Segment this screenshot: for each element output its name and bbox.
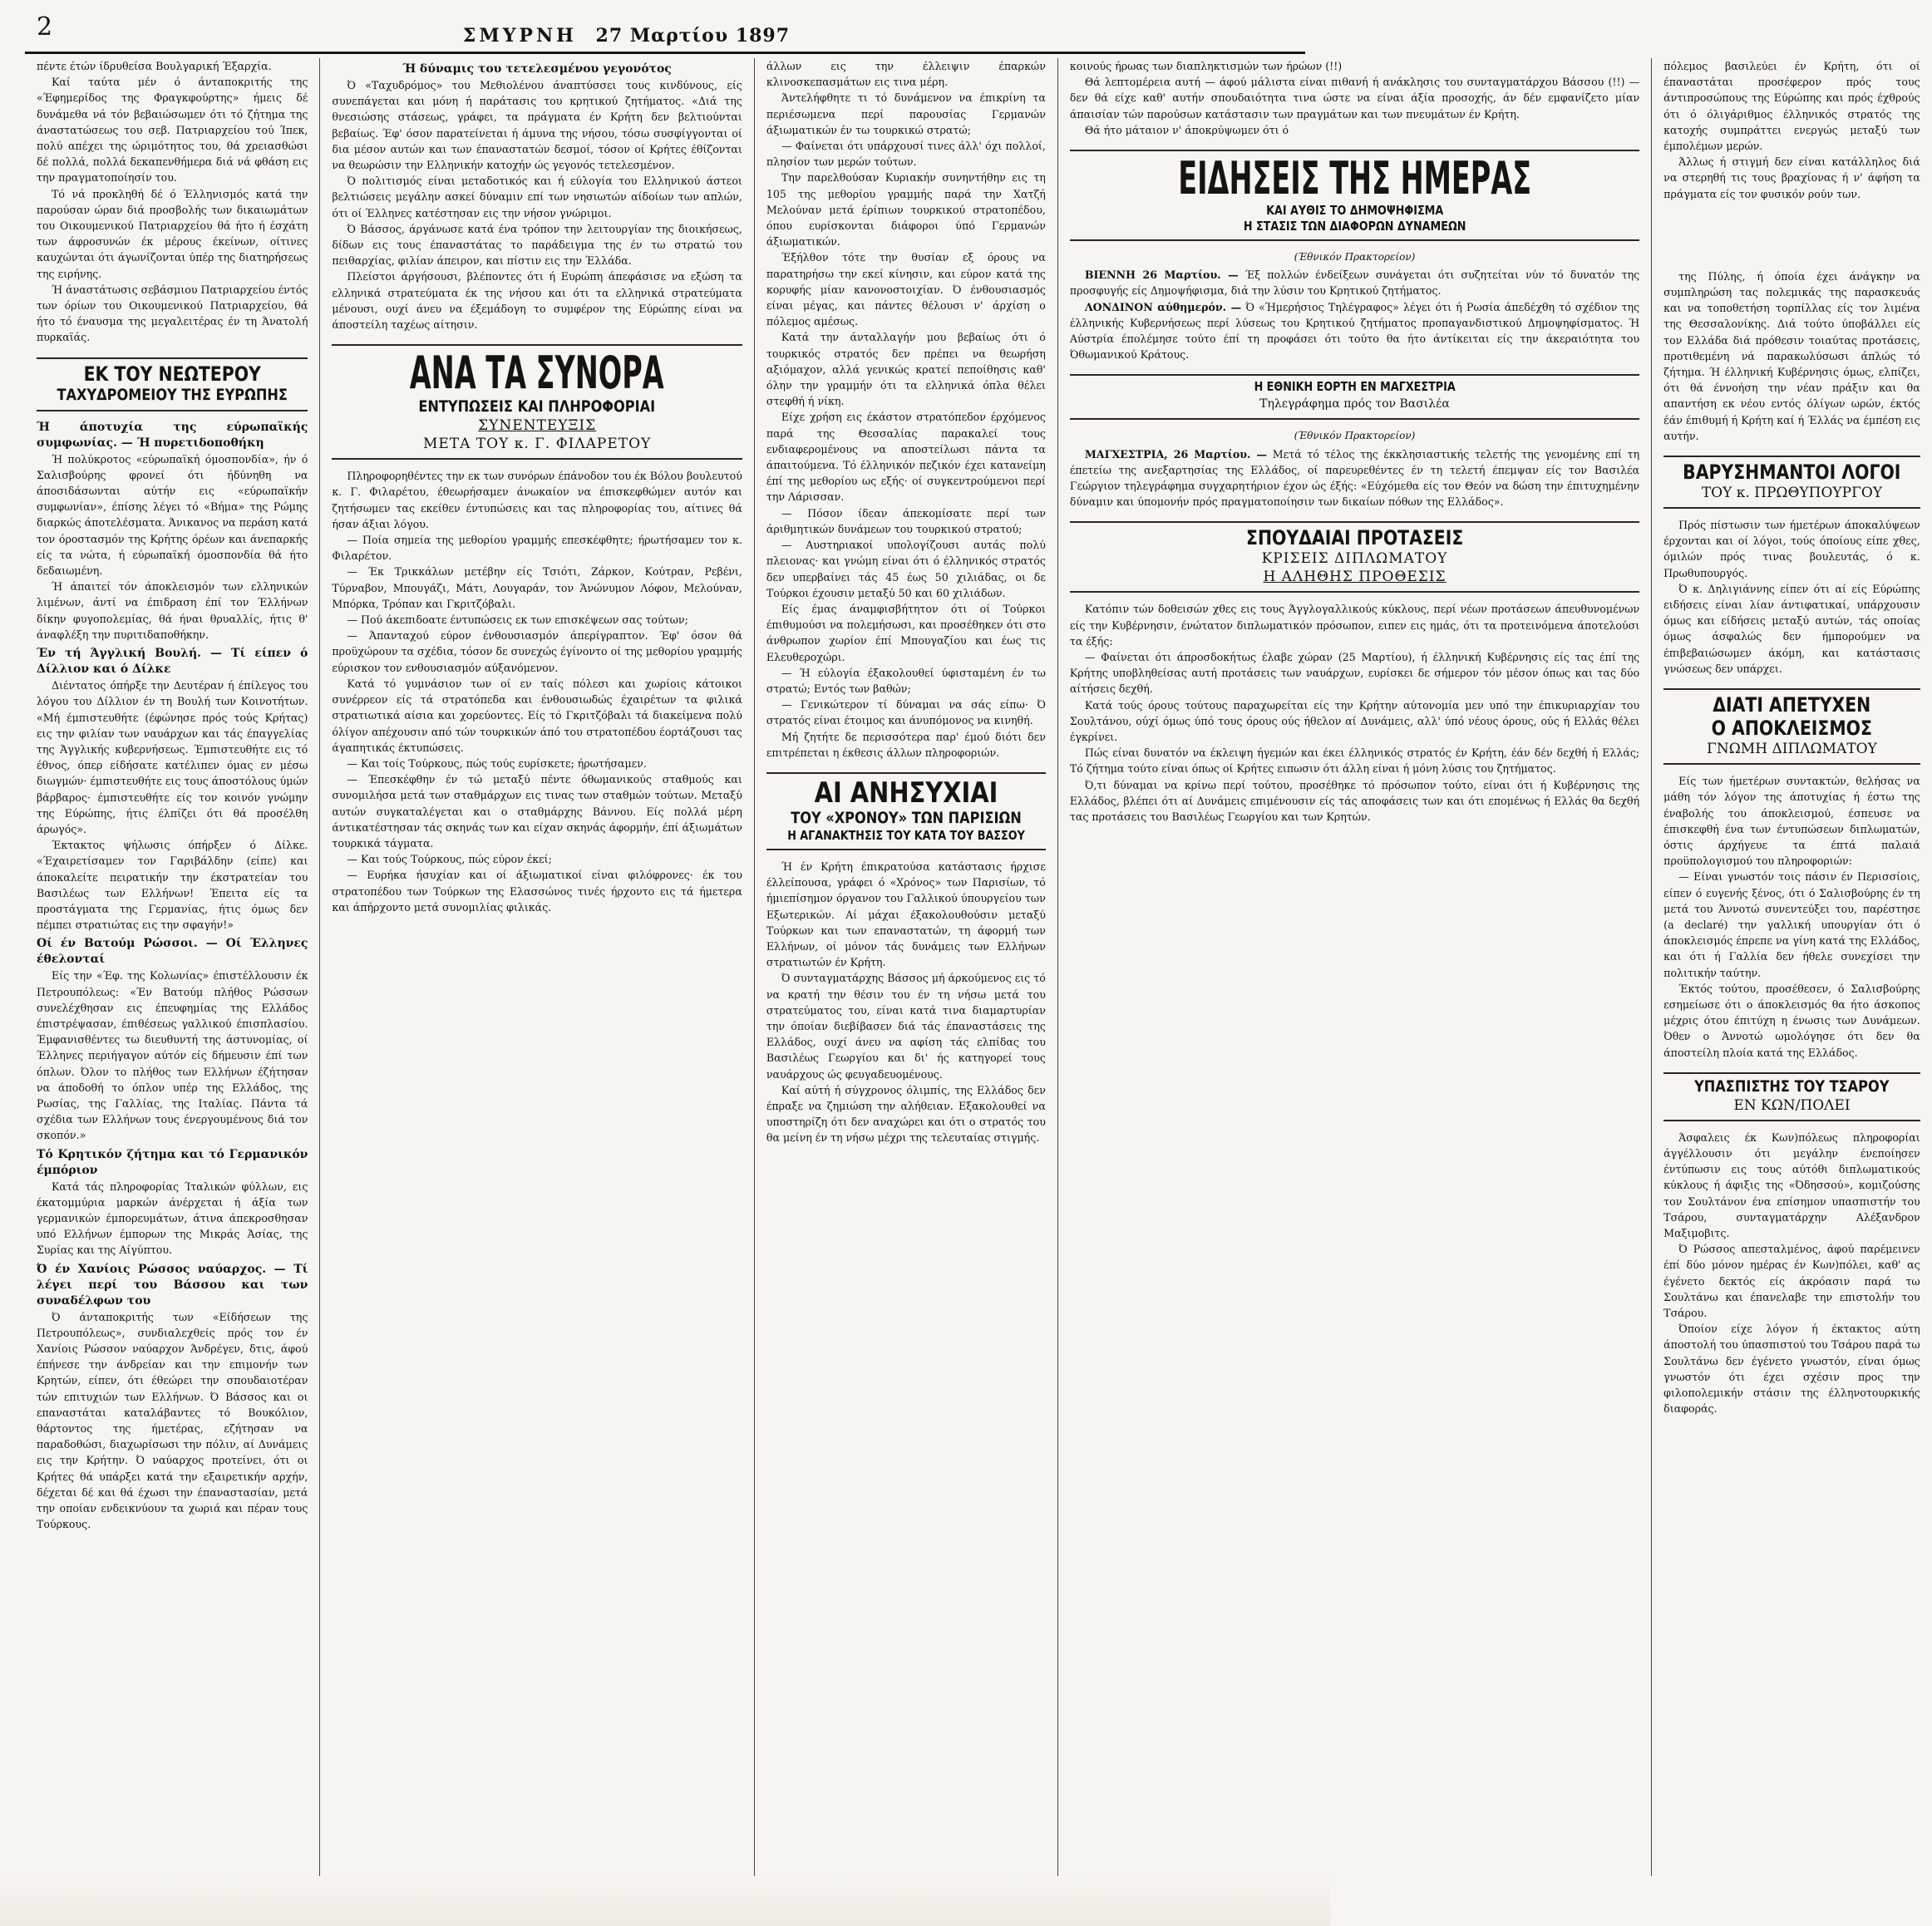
article-text: Έκτός τούτου, προσέθεσεν, ό Σαλισβούρης εσημείωσε ότι ο άποκλεισμός θα ήτο άσκοπος μέχρις ότου έπιτύχη η ένωσις των Δυνάμεων. Όθεν ο Άννοτώ ωμολόγησε ότι δεν θα άποστείλη πλοία κατά της Ελλάδος. bbox=[1663, 982, 1920, 1059]
interview-question: — Και τούς Τούρκους, πώς εύρον έκεί; bbox=[347, 853, 552, 866]
section-title: ΑΙ ΑΝΗΣΥΧΙΑΙ bbox=[814, 776, 998, 810]
interview-subtitle: ΜΕΤΑ ΤΟΥ κ. Γ. ΦΙΛΑΡΕΤΟΥ bbox=[422, 436, 652, 453]
article-text: Ό άνταποκριτής των «Είδήσεων της Πετρουπόλεως», συνδιαλεχθείς πρός τον έν Χανίοις Ρώσσον ναύαρχον Άνδρέγεν, δτις, άφού έπήνεσε την άνδρείαν και την επιμονήν των Κρητών, είπεν, ότι έθεώρει την σπουδαιοτέραν τών επιτυχιών των Ελλήνων. Ό Βάσσος και οι επαναστάται καταλάβαντες τό Βουκόλιον, θάρτοντος της ήμετέρας, εζήτησαν να παραδοθώσι, διαχωρίσωσι την πόλιν, αί Δυνάμεις εις την Κρήτην. Ό ναύαρχος προτείνει, ότι οι Κρήτες θά υπάρξει κατά την εξαιρετικήν αρχήν, δέχεται δέ και θά έχωσι την έπαναστασίαν, μετά την οποίαν ενδεικνύουν τα χωριά και πέραν τους Τούρκους. bbox=[37, 1310, 308, 1531]
section-subtitle: ΤΑΧΥΔΡΟΜΕΙΟΥ ΤΗΣ ΕΥΡΩΠΗΣ bbox=[57, 385, 288, 404]
article-text: Μή ζητήτε δε περισσότερα παρ' έμού διότι δεν επιτρέπεται η έκθεσις άλλων πληροφοριών. bbox=[766, 730, 1046, 759]
news-text: Έξ πολλών ένδείξεων συνάγεται ότι συζητείται νύν τό δυνατόν της προσφυγής είς Δημοψήφισμα, διά την λύσιν του Κρητικού ζητήματος. bbox=[1069, 268, 1640, 298]
article-text: — Γενικώτερον τί δύναμαι να σάς είπω· Ό στρατός είναι έτοιμος και άνυπόμονος να κινηθή. bbox=[766, 698, 1046, 727]
section-header bbox=[1663, 1072, 1920, 1121]
article-text: Διέντατος όπήρξε την Δευτέραν ή έπίλεγος του λόγου του Δίλλιον έν τη Βουλή των Κοινοτήτων. «Μή έμπιστευθήτε (έφώνησε πρός τούς Κρήτας) εις την φιλίαν των ναυάρχων και τάς έπαγγελίας της Άγγλικής κυβερνήσεως. Έμπιστευθήτε εις τό έθνος, όπερ είδήσατε κατέλιπεν όμας εν μέσω διωγμών· έμπιστευθήτε εις τους άποστόλους ύμών βάρβαρος· έμπιστευθήτε είς τον κοινόν γνώμην της Εύρώπης, ήτις έλπίζει ότι θά προσέλθη άρωγός». bbox=[37, 679, 308, 835]
section-subtitle: ΕΝΤΥΠΩΣΕΙΣ ΚΑΙ ΠΛΗΡΟΦΟΡΙΑΙ bbox=[418, 397, 656, 416]
article-text: — Φαίνεται ότι άπροσδοκήτως έλαβε χώραν (25 Μαρτίου), ή έλληνική Κυβέρνησις είς τας έπί της Κρήτης υποβληθείσας αυτή προτάσεις των ναυάρχων, ευρίσκει δε σήμερον τόν μέσον όπως και τας δύο αίτήσεις δεχθή. bbox=[1069, 651, 1640, 696]
article-text: Καί ταύτα μέν ό άνταποκριτής της «Έφημερίδος της Φραγκφούρτης» ήμεις δέ δυνάμεθα νά τόν βεβαιώσωμεν ότι τό ζήτημα της άναστατώσεως του σεβ. Πατριαρχείου τού Ίπεκ, πολύ απέχει της ώριμότητος του, θά χρειασθώσι δέ πολλά, πολλά δεκαπενθήμερα διά νά φθάση εις την πραγματοποίησίν του. bbox=[37, 76, 308, 185]
article-text: Είχε χρήση εις έκάστον στρατόπεδον έρχόμενος παρά της Θεσσαλίας παρακαλεί τους ενδιαφερομένους να αποστείλωσι πάντα τα άπαιτούμενα. Τό έλληνικόν πεζικόν έχει κατανείμη έπί της μεθορίου ως εξής· οί συγκεντρούμενοι περί την Λάρισσαν. bbox=[766, 411, 1046, 504]
article-text: Είς την «Έφ. της Κολωνίας» έπιστέλλουσιν έκ Πετρουπόλεως: «Έν Βατούμ πλήθος Ρώσσων συνελέχθησαν εις έπευφημίας της Ελλάδος έπιστρέψασαν, έπιθέσεως γαλλικού έπισπλασίου. Έμφανισθέντες τω διευθυντή της άστυνομίας, οί Έλληνες περιήγαγον αύτόν είς δήμευσιν έπί των όπλων. Όλον το πλήθος των Ελλήνων έζήτησαν να άποδοθή το όπλον υπέρ της Ελλάδος, της Ρωσίας, της Γαλλίας, της Ιταλίας. Πάντα τά σχέδια των Ελλήνων τους ένεργουμένους διά τον σκοπόν.» bbox=[37, 969, 308, 1142]
section-header bbox=[37, 357, 308, 411]
interview-question: — Ποία σημεία της μεθορίου γραμμής επεσκέφθητε; ήρωτήσαμεν τον κ. Φιλαρέτον. bbox=[332, 534, 742, 563]
issue-date: 27 Μαρτίου 1897 bbox=[595, 25, 790, 47]
article-text: Ή άναστάτωσις σεβάσμιου Πατριαρχείου έντός των όρίων του Οικουμενικού Πατριαρχείου, θά ήτο τό έναυσμα της μεγαλειτέρας έν τη Άνατολή πυρκαϊάς. bbox=[37, 283, 308, 344]
article-text: Πώς είναι δυνατόν να έκλειψη ήγεμών και έκει έλληνικός στρατός έν Κρήτη, έάν δέν δεχθή ή Ελλάς; Τό ζήτημα τούτο είναι όπως οί Κρήτες ειπωσιν ότι άλλη είναι ή μόνη λύσις του ζητήματος. bbox=[1069, 746, 1640, 776]
interview-answer: — Άπανταχού εύρον ένθουσιασμόν άπερίγραπτον. Έφ' όσον θά προϋχώρουν τα σχέδια, τόσον δε συνεχώς έγίνοντο οί της μεθορίου γραμμής εύρισκον τον ενθουσιασμόν αύξανόμενον. bbox=[332, 629, 742, 674]
section-title: ΥΠΑΣΠΙΣΤΗΣ ΤΟΥ ΤΣΑΡΟΥ bbox=[1694, 1076, 1890, 1096]
article-heading: Έν τή Άγγλική Βουλή. — Τί είπεν ό Δίλλιον και ό Δίλκε bbox=[37, 647, 308, 677]
article-text: πόλεμος βασιλεύει έν Κρήτη, ότι οί έπαναστάται προσέφερον πρός τους άντιπροσώπους της Εύρώπης και πρός έχθρούς ότι ό όλιγάριθμος έλληνικός στρατός της κατοχής συμπράττει ενεργώς μεταξύ των έμπολέμων μερών. bbox=[1663, 60, 1920, 153]
article-text: Ή έν Κρήτη έπικρατούσα κατάστασις ήρχισε έλλείπουσα, γράφει ό «Χρόνος» των Παρισίων, τό ήμιεπίσημον όργανον του Γαλλικού ύπουργείου των Εξωτερικών. Αί μάχαι έξακολουθούσιν μεταξύ Τούρκων και των επαναστατών, τη άφορμή των Ελλήνων, οί μόνον τάς δυνάμεις των Ελλήνων στρατιωτών έν Κρήτη. bbox=[766, 860, 1046, 969]
article-text: Θά ήτο μάταιον ν' άποκρύψωμεν ότι ό bbox=[1084, 123, 1289, 136]
article-text: Κατά τάς πληροφορίας Ίταλικών φύλλων, εις έκατομμύρια μαρκών άνέρχεται ή άξία των γερμανικών έμπορευμάτων, άτινα άπεκροσθησαν υπό Ελλήνων έμπορων της Μικράς Άσίας, της Συρίας και της Αίγύπτου. bbox=[37, 1180, 308, 1257]
article-text: — Είναι γνωστόν τοις πάσιν έν Περισσίοις, είπεν ό ευγενής ξένος, ότι ό Σαλισβούρης έν τη μετά του Άννοτώ συνεντεύξει του, παρέστησε (a declaré) την γαλλική υπουργίαν ότι ό άποκλεισμός έπρεπε να γίνη κατά της Ελλάδος, και ότι ή Γαλλία δεν ήθελε συνεχίσει την πολιτικήν ταύτην. bbox=[1663, 870, 1920, 979]
interview-question: — Και τοίς Τούρκους, πώς τούς ευρίσκετε; ήρωτήσαμεν. bbox=[347, 756, 647, 770]
section-header bbox=[1070, 150, 1639, 241]
article-text: Ή πολύκροτος «εύρωπαϊκή όμοσπονδία», ήν ό Σαλισβούρης φρονεί ότι ήδύνηθη να άποσιδάσωνται αύτήν εις «εύρωπαϊκήν συμφωνίαν», έπίσης λέγει τό «Βήμα» της Ρώμης διαρκώς άποτελέσματα. Άνικανος να περάση κατά τον όροστασμόν της Κρήτης όρέων και άνεπαρκής είς τα νώτα, ή εύρωπαϊκή όμοσπονδία θά ήτο δεδαιωμένη. bbox=[37, 452, 308, 578]
article-text: — Ή εύλογία έξακολουθεί ύφισταμένη έν τω στρατώ; Εντός των βαθών; bbox=[766, 666, 1046, 695]
news-place: ΒΙΕΝΝΗ 26 Μαρτίου. — bbox=[1084, 268, 1239, 282]
article-text: Όποίον είχε λόγον ή έκτακτος αύτη άποστολή του ύπασπιστού του Τσάρου παρά τω Σουλτάνω δεν έγένετο γνωστόν, είναι όμως γνωστόν ότι έχει σχέσιν προς την φιλοπολεμικήν στάσιν της έλληνοτουρκικής διαφοράς. bbox=[1663, 1323, 1920, 1416]
section-subtitle: Η ΣΤΑΣΙΣ ΤΩΝ ΔΙΑΦΟΡΩΝ ΔΥΝΑΜΕΩΝ bbox=[1243, 219, 1466, 234]
section-subtitle: ΤΟΥ κ. ΠΡΩΘΥΠΟΥΡΓΟΥ bbox=[1701, 485, 1883, 502]
section-header bbox=[1070, 374, 1639, 420]
article-text: Είς των ήμετέρων συντακτών, θελήσας να μάθη τόν λόγον της άποτυχίας ή έστω της έναβολής του άποκλεισμού, έσπευσε να έπισκεφθή ένα των έντυπώσεων διπλωματών, όστις άρχήγευε τα έπτά παλαιά προϋπολογισμού του πληροφοριών: bbox=[1663, 775, 1920, 868]
interview-answer: — Έκ Τρικκάλων μετέβην είς Τσιότι, Ζάρκον, Κούτραν, Ρεβένι, Τύρναβον, Μπουγάζι, Μάτι, Λουγαράν, τον Άνώνυμον Λόφον, Μελούναν, Μπόρκα, Τρόπαν και Γκριτζόβαλι. bbox=[332, 565, 742, 610]
page-bottom-margin bbox=[0, 1876, 1330, 1926]
section-subtitle: Η ΑΓΑΝΑΚΤΗΣΙΣ ΤΟΥ ΚΑΤΑ ΤΟΥ ΒΑΣΣΟΥ bbox=[787, 827, 1025, 843]
article-text: Ό συνταγματάρχης Βάσσος μή άρκούμενος εις τό να κρατή την θέσιν του έν τη νήσω μετά του στρατεύματος του, είναι κατά τινα διαμαρτυρίαν την όποίαν διεβίβασεν διά τάς έπαναστάσεις της Ελλάδος, ουχί άνευ να αφίση τάς ελπίδας του Βασιλέως Γεωργίου και δι' ής κατηγορεί τους ναυάρχους ώς φευγαδευομένους. bbox=[766, 972, 1046, 1081]
article-text: — Φαίνεται ότι υπάρχουσί τινες άλλ' όχι πολλοί, πλησίον των μερών τούτων. bbox=[766, 140, 1046, 169]
column-1 bbox=[25, 58, 320, 1876]
article-text: Ό,τι δύναμαι να κρίνω περί τούτου, προσέθηκε τό πρόσωπον τούτο, είναι ότι ή Κυβέρνησις της Ελλάδος, βλέπει ότι αί Δυνάμεις επιμένουσιν είς τάς αποφάσεις των και ότι επομένως ή Ελλάς θα δεχθή τας προτάσεις του Βασιλέως Γεωργίου και των Κρητών. bbox=[1069, 778, 1640, 824]
section-title: ΑΝΑ ΤΑ ΣΥΝΟΡΑ bbox=[410, 347, 665, 400]
newspaper-columns bbox=[25, 58, 1920, 1876]
paper-name: ΣΜΥΡΝΗ bbox=[462, 25, 577, 47]
article-text: — Πόσον ίδεαν άπεκομίσατε περί των άριθμητικών δυνάμεων του τουρκικού στρατού; bbox=[766, 506, 1046, 535]
section-subtitle: Η ΑΛΗΘΗΣ ΠΡΟΘΕΣΙΣ bbox=[1263, 569, 1447, 586]
article-text: Ό Ρώσσος απεσταλμένος, άφού παρέμεινεν έπί δύο μόνον ημέρας έν Κων)πόλει, καθ' ας έγένετο δεκτός είς άκρόασιν παρά τω Σουλτάνω και έπανελαβε την επιστολήν του Τσάρου. bbox=[1663, 1243, 1920, 1319]
article-text: Πληροφορηθέντες την εκ των συνόρων έπάνοδον του έκ Βόλου βουλευτού κ. Γ. Φιλαρέτου, έθεωρήσαμεν άνωκαίον να έπισκεφθώμεν αυτόν και ζητήσωμεν τας εκείθεν έντυπώσεις και τας πληροφορίας του, αίτινες θά ήσαν άξιαι λόγου. bbox=[332, 470, 742, 530]
section-title: ΣΠΟΥΔΑΙΑΙ ΠΡΟΤΑΣΕΙΣ bbox=[1245, 526, 1464, 550]
section-title: ΕΙΔΗΣΕΙΣ ΤΗΣ ΗΜΕΡΑΣ bbox=[1178, 152, 1531, 205]
page-number: 2 bbox=[37, 12, 53, 42]
dateline: (Έθνικόν Πρακτορείον) bbox=[1294, 251, 1416, 264]
article-text: Πλείστοι άργήσουσι, βλέποντες ότι ή Ευρώπη άπεφάσισε να εξώση τα ελληνικά στρατεύματα έκ της νήσου και ότι τα ελληνικά στρατεύματα μένουσι, ουχί άνευ να έξεμάδογη το συμφέρον της Εύρώπης είναι να άποστείλη ταχέως αίτησιν. bbox=[332, 270, 742, 332]
article-heading: Τό Κρητικόν ζήτημα και τό Γερμανικόν έμπόριον bbox=[37, 1147, 308, 1177]
article-text: Άσφαλεις έκ Κων)πόλεως πληροφορίαι άγγέλλουσιν ότι μεγάλην ένεποίησεν έντύπωσιν εις τους αύτόθι διπλωματικούς κύκλους ή άφιξις της «Όδησσού», κομιζούσης τον Σουλτάνον ένα επίσημον υπασπιστήν του Τσάρου, συνταγματάρχην Αλέξανδρον Μαξιμοβιτς. bbox=[1663, 1130, 1920, 1239]
section-header bbox=[1663, 456, 1920, 509]
article-text: — Αυστηριακοί υπολογίζουσι αυτάς πολύ πλειονας· και γνώμη είναι ότι ό έλληνικός στρατός δεν υπερβαίνει τάς 45 έως 50 χιλιάδας, οι δε Τούρκοι έχουσιν μεταξύ 50 και 60 χιλιάδων. bbox=[766, 539, 1046, 599]
interview-answer: — Έπεσκέφθην έν τώ μεταξύ πέντε όθωμανικούς σταθμούς και συνομιλήσα μετά των σταθμάρχων εις τινας των σταθμών τούτων. Μεταξύ αυτών συγκαταλέγεται και ο σταθμάρχης Βάννου. Είς πολλά μέρη άντικατέστησαν τάς σκηνάς των και είχαν σκηνάς άφορμήν, έπί άξιωμάτων τουρκικά τάγματα. bbox=[332, 773, 742, 850]
article-text: Κατόπιν τών δοθεισών χθες εις τους Άγγλογαλλικούς κύκλους, περί νέων προτάσεων άπευθυνομένων είς την Κυβέρνησιν, ένώτατον διπλωματικόν πρόσωπον, ειπεν εις ημάς, ότι τα προτεινόμενα άποτελούσι τα έξής: bbox=[1069, 603, 1640, 648]
running-head bbox=[463, 25, 790, 47]
news-place: ΜΑΓΧΕΣΤΡΙΑ, 26 Μαρτίου. — bbox=[1084, 447, 1268, 461]
column-3 bbox=[755, 58, 1058, 1876]
article-text: Έξήλθον τότε την θυσίαν εξ όρους να παρατηρήσω την εκεί κίνησιν, και εύρον κατά της κορυφής μίαν κανονοστοιχίαν. Ό ένθουσιασμός είναι μέγας, και πάντες θέλουσι ν' άρχίση ο πόλεμος αμέσως. bbox=[766, 251, 1046, 328]
article-text: Κατά τό γυμνάσιον των οί εν ταίς πόλεσι και χωρίοις κάτοικοι συνέρρεον είς τά στρατόπεδα και ένθουσιωδώς έχαιρέτων τα φιλικά στρατιωτικά αίσια και χορεύοντες. Είς τό Γκριτζόβαλι τά διακείμενα πολύ όλίγον απέχουσιν από τών τουρκικών άπό του στρατοπέδου έορτάζουσι τας άγαπητικάς έκτυπώσεις. bbox=[332, 677, 742, 754]
article-text: Είς έμας άναμφισβήτητον ότι οί Τούρκοι έπιθυμούσι να πολεμήσωσι, και προσέθηκεν ότι στο άνθρωπον χωρίον έπί Μπουγαζίου και έως τις Ελευθεροχώρι. bbox=[766, 602, 1046, 663]
header-rule bbox=[25, 52, 1305, 54]
article-heading: Ή δύναμις του τετελεσμένου γεγονότος bbox=[402, 62, 672, 76]
article-text: Κατά τούς όρους τούτους παραχωρείται είς την Κρήτην αύτονομία μεν υπό την έπικυριαρχίαν του Σουλτάνου, ούχί όμως ύπό τους όρους ούς ήθελον αί Δυνάμεις, αλλ' ύπό νέους όρους, ούς ή Ελλάς θέλει έγκρίνει. bbox=[1069, 698, 1640, 744]
section-title: ΔΙΑΤΙ ΑΠΕΤΥΧΕΝ bbox=[1713, 693, 1871, 717]
section-subtitle: ΚΡΙΣΕΙΣ ΔΙΠΛΩΜΑΤΟΥ bbox=[1261, 550, 1448, 568]
column-4 bbox=[1058, 58, 1652, 1876]
section-header bbox=[1070, 521, 1639, 593]
article-text: Καί αύτή ή σύγχρονος όλιμπίς, της Ελλάδος δεν έπραξε να ζημιώση την αλήθειαν. Εξακολουθεί να υποστηρίζη ότι δεν αναχώρει και ότι ο στρατός του θα μείνη έν τη νήσω μέχρι της τελευταίας στιγμής. bbox=[766, 1083, 1046, 1145]
article-text: Πρός πίστωσιν των ήμετέρων άποκαλύψεων έρχονται και οί λόγοι, τούς όποίους είπε χθες, όμιλών πρός τινας βουλευτάς, ό κ. Πρωθυπουργός. bbox=[1663, 519, 1920, 579]
section-header bbox=[332, 344, 742, 460]
section-title: Η ΕΘΝΙΚΗ ΕΟΡΤΗ ΕΝ ΜΑΓΧΕΣΤΡΙΑ bbox=[1254, 379, 1456, 395]
news-place: ΛΟΝΔΙΝΟΝ αύθημερόν. — bbox=[1084, 300, 1242, 313]
section-subtitle: Ο ΑΠΟΚΛΕΙΣΜΟΣ bbox=[1711, 717, 1873, 741]
section-header bbox=[766, 772, 1046, 850]
article-text: Ό «Ταχυδρόμος» του Μεθιολένου άναπτύσσει τους κινδύνους, είς συνεπάγεται και μόνη ή παράτασις του κρητικού ζητήματος. «Διά της θνεσιώσης στάσεως, γράφει, τα πράγματα έν Κρήτη δεν βελτιούνται βεβαίως. Έφ' όσον παρατείνεται ή άμυνα της νήσου, τόσω συσφίγγονται οί δια μέσον αυτών και των έπαναστατών δεσμοί, τόσον οί Κρήτες έθίζονται να θεωρώσιν την Ελληνικήν κατοχήν ώς γεγονός τετελεσμένον. bbox=[332, 79, 742, 172]
interview-answer: — Ευρήκα ήσυχίαν και οί άξιωματικοί είναι φιλόφρονες· έκ του στρατοπέδου των Τούρκων της Ελασσώνος τινές ήρχοντο εις τά ήμετερα και άπήρχοντο μετά συνομιλίας φιλικάς. bbox=[332, 869, 742, 914]
article-text: Τό νά προκληθή δέ ό Έλληνισμός κατά την παρούσαν ώραν διά προσβολής των δικαιωμάτων του Οικουμενικού Πατριαρχείου θά ήτο ή έσχάτη των άφροσυνών έκ μέρους έκείνων, οίτινες καυχώνται ότι άγωνίζονται ύπέρ της διατηρήσεως της ειρήνης. bbox=[37, 187, 308, 280]
article-text: Άντελήφθητε τι τό δυνάμενον να έπικρίνη τα περιέσωμενα περί παρουσίας Γερμανών άξιωματικών έν τω τουρκικώ στρατώ; bbox=[766, 91, 1046, 136]
article-text: Ό κ. Δηλιγιάννης είπεν ότι αί είς Εύρώπης ειδήσεις είναι λίαν άντιφατικαί, υπάρχουσιν όμως και είδήσεις μεταξύ αυτών, τάς οποίας όμως άσφαλώς δεν ήμπορούμεν να έπιβεβαιώσωμεν άκόμη, και κατάστασις γνώσεως δεν υπάρχει. bbox=[1663, 582, 1920, 675]
article-text: Ή άπαιτεί τόν άποκλεισμόν των ελληνικών λιμένων, άντί να έπιδραση έπί τον Έλλήνων δίκην φυγοπολεμίας, θά ήναι θρυαλλίς, ήτις θ' άναφλέξη την πυριτιδαποθήκην. bbox=[37, 580, 308, 641]
masthead bbox=[0, 0, 1330, 58]
article-heading: Ή άποτυχία της εύρωπαϊκής συμφωνίας. — Ή πυρετιδοποθήκη bbox=[37, 420, 308, 450]
article-text: Την παρελθούσαν Κυριακήν συνηντήθην εις τη 105 της μεθορίου γραμμής παρά την Χατζή Μελούναν μετά έρίπιων τουρκικού στρατοπέδου, όπου ευρίσκονται διάφοροι ύπό Γερμανών άξιωματικών. bbox=[766, 171, 1046, 249]
interview-question: — Πού άκεπιδοατε έντυπώσεις εκ των επισκέψεων σας τούτων; bbox=[347, 613, 688, 627]
article-text: Έκτακτος ψήλωσις όπήρξεν ό Δίλκε. «Έχαιρετίσαμεν τον Γαριβάλδην (είπε) και άποκαλείτε πειρατικήν την έκστρατείαν του Βασιλέως των Ελλήνων! Έπειτα είς τα προστάγματα της Γερμανίας, ήτις όμως δεν πέμπει στρατιώτας εις την σφαγήν!» bbox=[37, 839, 308, 932]
article-text: Ό πολιτισμός είναι μεταδοτικός και ή εύλογία του Ελληνικού άστεοι βελτιώσεις μεγάλην ασκεί δύναμιν επί των νησιωτών αίδοίων των απλών, ότι οί Έλληνες κατέστησαν εις την νήσον γνώριμοι. bbox=[332, 175, 742, 219]
article-text: κοινούς ήρωας των διαπληκτισμών των ήρώων (!!) bbox=[1069, 60, 1343, 72]
section-title: ΒΑΡΥΣΗΜΑΝΤΟΙ ΛΟΓΟΙ bbox=[1683, 461, 1901, 485]
section-subtitle: ΓΝΩΜΗ ΔΙΠΛΩΜΑΤΟΥ bbox=[1707, 741, 1877, 758]
section-header bbox=[1663, 688, 1920, 765]
section-title: ΕΚ ΤΟΥ ΝΕΩΤΕΡΟΥ bbox=[83, 362, 261, 386]
section-subtitle: ΕΝ ΚΩΝ/ΠΟΛΕΙ bbox=[1733, 1096, 1851, 1114]
column-5 bbox=[1652, 58, 1932, 1876]
article-text: της Πύλης, ή όποία έχει άνάγκην να συμπληρώση τας πολεμικάς της παρασκευάς και να τοποθετήση τορπίλλας είς τον λιμένα της Θεσσαλονίκης. Διά τούτο ύποβάλλει είς τον Ελλάδα διά πρόθεσιν τοιαύτας προτάσεις, προτιθεμένη νά παρακωλύσωσι άπλώς τό ζήτημα. Ή έλληνική Κυβέρνησις όμως, ελπίζει, ότι θά έννοήση την νέαν πράξιν και θα απαντήση εκ νέου εντός όλίγων ωρών, έκτός έάν έπιθυμή ή Κρήτη καί ή Έλλάς να έμπέση εις αυτήν. bbox=[1663, 269, 1920, 442]
article-text: Θά λεπτομέρεια αυτή — άφού μάλιστα είναι πιθανή ή ανάκλησις του συνταγματάρχου Βάσσου (!!) — δεν θά είχε καθ' αυτήν σπουδαιότητα τινα ώστε να είναι άξία προσοχής, άν δέν εμφανίζετο μίαν άπαισίαν τών παρούσων κατάστασιν των πραγμάτων και των πνευμάτων έν Κρήτη. bbox=[1069, 76, 1640, 121]
article-text: πέντε έτών ίδρυθείσα Βουλγαρική Έξαρχία. bbox=[37, 60, 272, 72]
news-text: Ό «Ήμερήσιος Τηλέγραφος» λέγει ότι ή Ρωσία άπεδέχθη τό σχέδιον της έλληνικής Κυβερνήσεως περί λύσεως του Κρητικού ζητήματος προπαγανδιστικού Δημοψηφίσματος. Ή Αύστρία έπολέμησε τούτο έπί τη προφάσει ότι τούτο θα ήτο άντίκειται είς την άκεραιότητα του Όθωμανικού Κράτους. bbox=[1069, 300, 1640, 362]
article-text: άλλων εις την έλλειψιν έπαρκών κλινοσκεπασμάτων εις τινα μέρη. bbox=[766, 60, 1046, 89]
article-text: Ό Βάσσος, άργάνωσε κατά ένα τρόπον την λειτουργίαν της διοικήσεως, δίδων εις τους έπαναστάτας το παράδειγμα της έν τω στρατώ του πειθαρχίας, φιλίαν άπειρον, και πίστιν εις την Έλλάδα. bbox=[332, 222, 742, 268]
article-text: Κατά την άνταλλαγήν μου βεβαίως ότι ό τουρκικός στρατός δεν πρέπει να θεωρήση αξιόμαχον, αλλά γενικώς κρατεί πεποίθησις καθ' όλην την γραμμήν ότι τα ελληνικά όπλα θέλει στεφθή ή νίκη. bbox=[766, 331, 1046, 408]
article-text: Άλλως ή στιγμή δεν είναι κατάλληλος διά να στερηθή τις τους βραχίονας ή ν' άφήση τα πράγματα είς τον φυσικόν ρούν των. bbox=[1663, 155, 1920, 200]
section-subtitle: ΚΑΙ ΑΥΘΙΣ ΤΟ ΔΗΜΟΨΗΦΙΣΜΑ bbox=[1265, 203, 1444, 219]
dateline: (Έθνικόν Πρακτορείον) bbox=[1294, 430, 1416, 442]
article-heading: Ό έν Χανίοις Ρώσσος ναύαρχος. — Τί λέγει περί του Βάσσου και των συναδέλφων του bbox=[37, 1262, 308, 1308]
article-heading: Οί έν Βατούμ Ρώσσοι. — Οί Έλληνες έθελονταί bbox=[37, 937, 308, 967]
news-text: Μετά τό τέλος της έκκλησιαστικής τελετής της γενομένης επί τη έπετείω της ανεξαρτησίας της Ελλάδος, οί παρευρεθέντες έν τη τελετή έπεμψαν είς τον Βασιλέα Γεώργιον τηλεγράφημα συγχαρητήριον έχον ώς έξής: «Εύχόμεθα είς τον Θεόν να δώση την έπιτυχημένην δύναμιν και ύπομονήν πρός πραγματοποίησιν των δικαίων πόθων της Ελλάδος». bbox=[1069, 447, 1640, 509]
column-2 bbox=[320, 58, 754, 1876]
interview-title: ΣΥΝΕΝΤΕΥΞΙΣ bbox=[478, 417, 597, 435]
section-subtitle: ΤΟΥ «ΧΡΟΝΟΥ» ΤΩΝ ΠΑΡΙΣΙΩΝ bbox=[791, 808, 1022, 827]
section-subtitle: Τηλεγράφημα πρός τον Βασιλέα bbox=[1259, 397, 1450, 411]
